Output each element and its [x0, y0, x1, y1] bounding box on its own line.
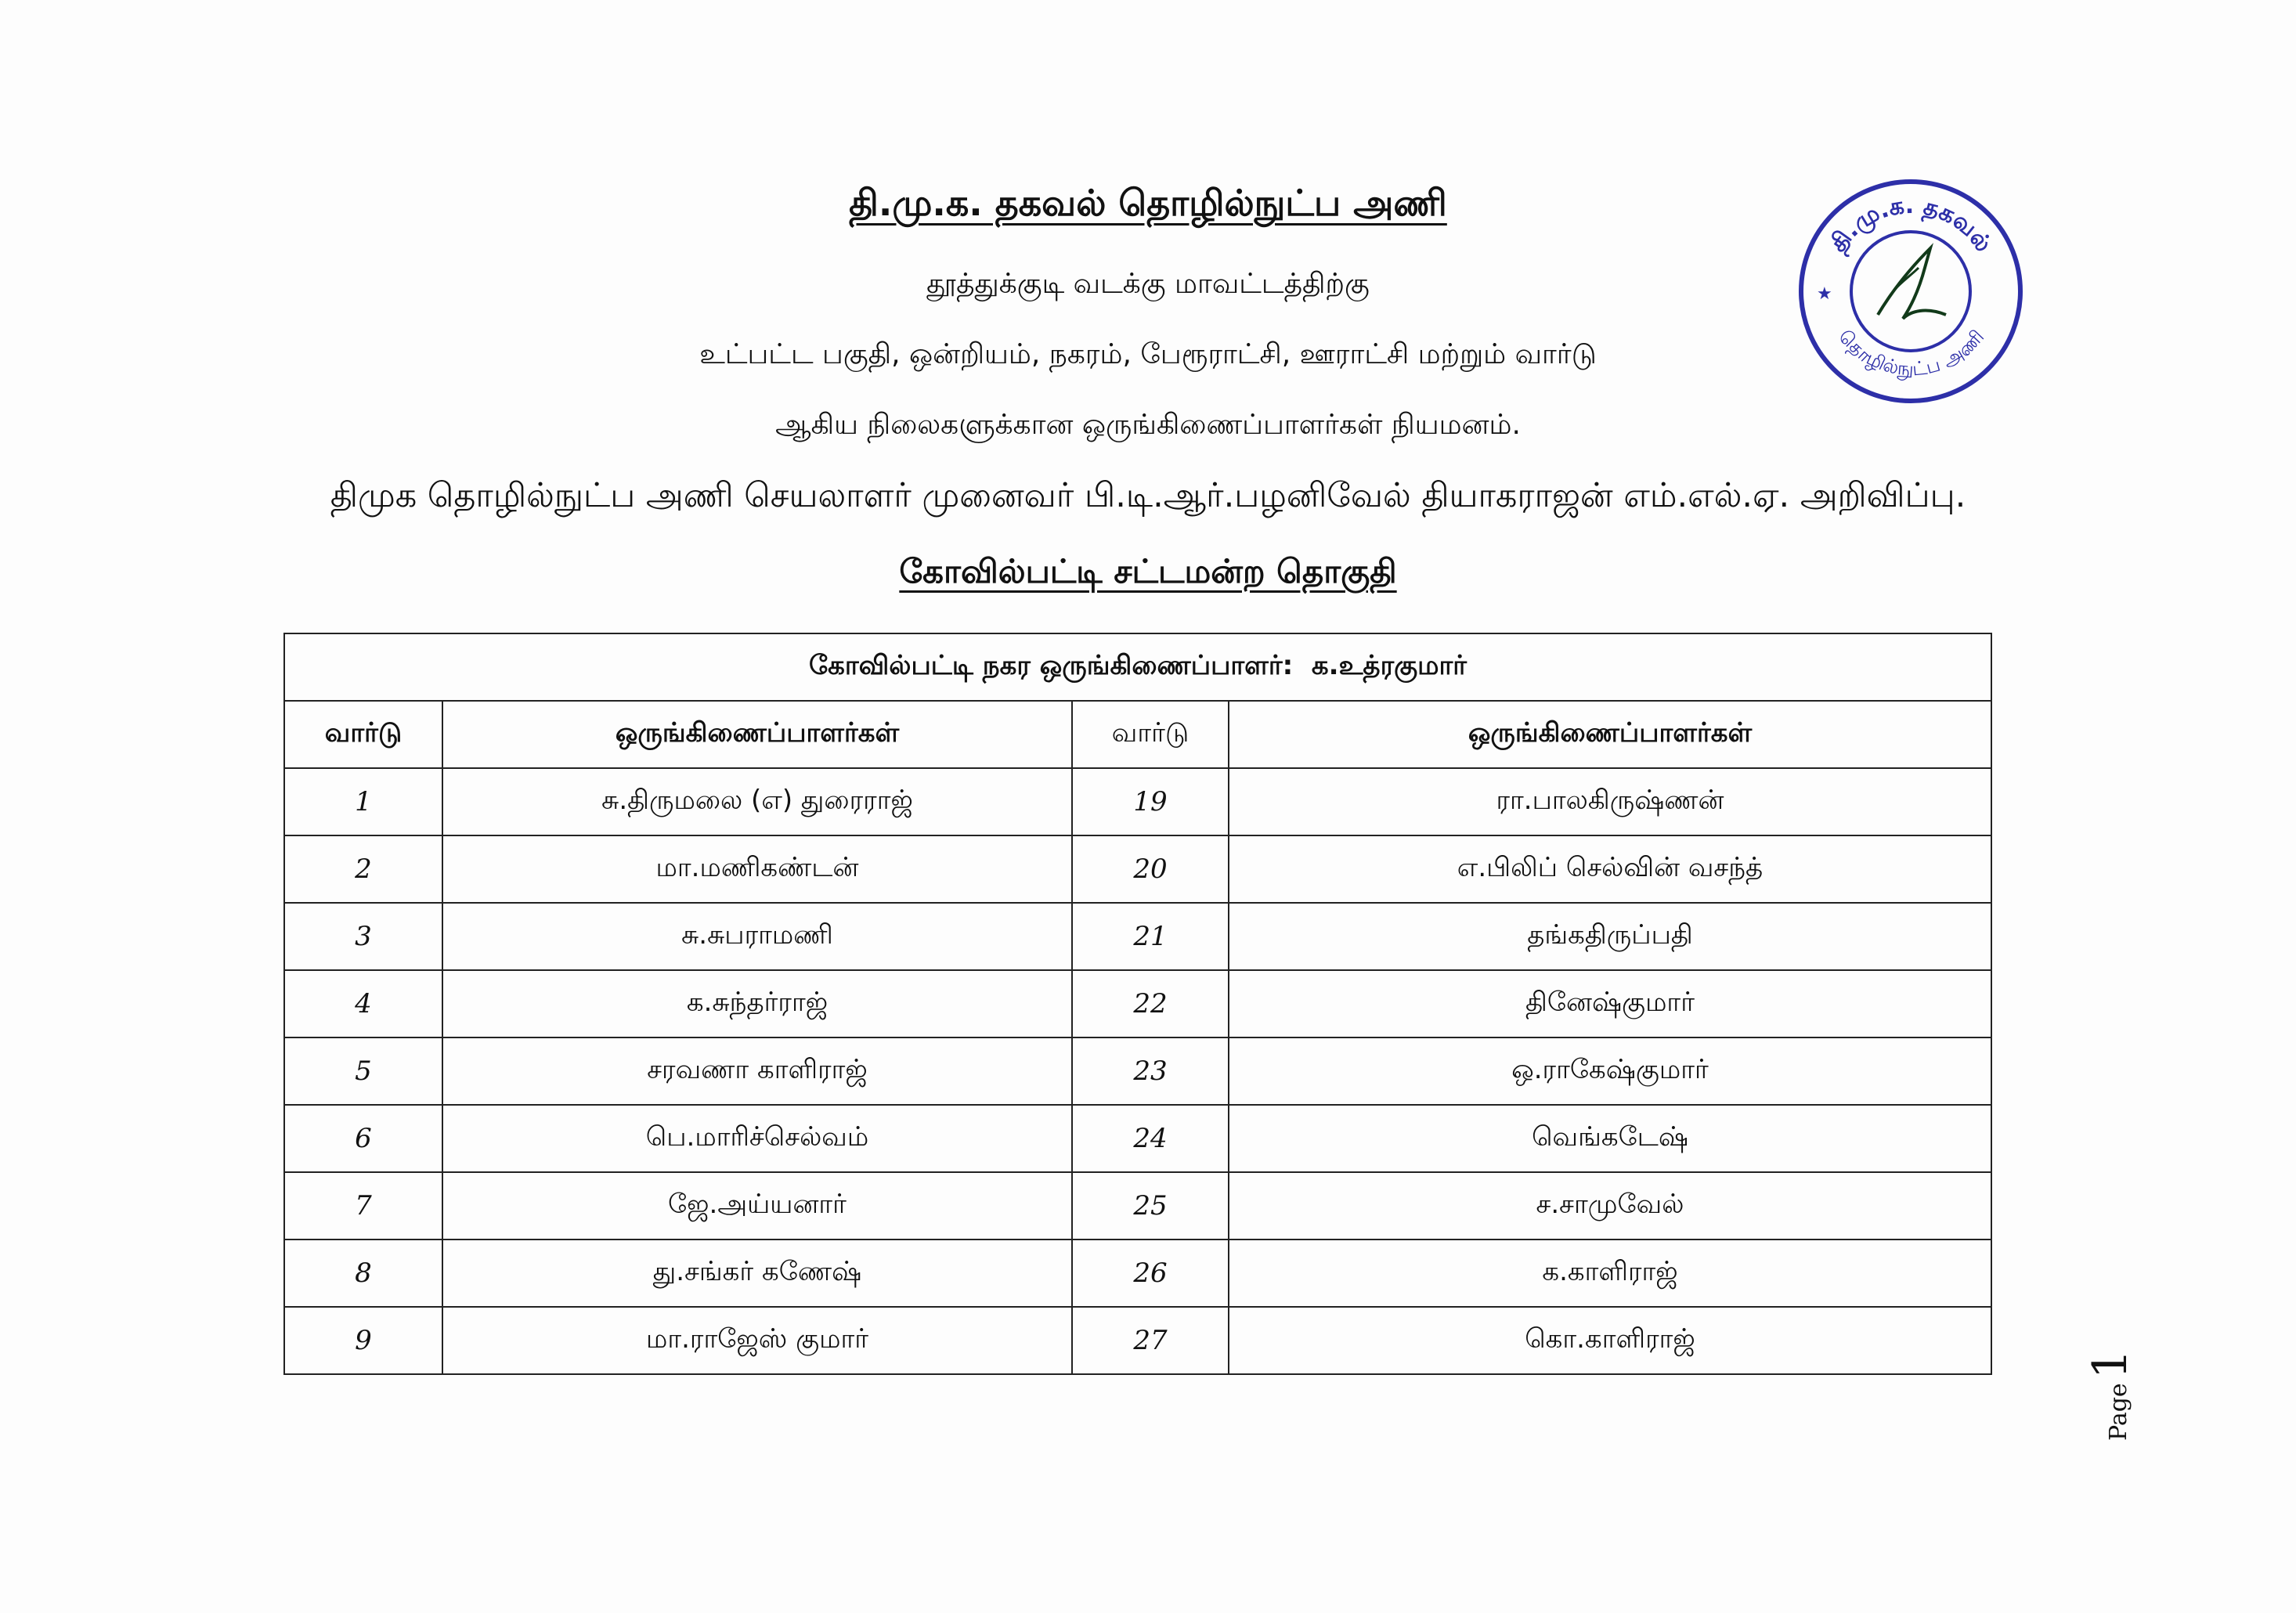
- ward-number: 7: [284, 1172, 442, 1240]
- party-seal-stamp: [1793, 174, 2028, 409]
- coordinator-name: ஒ.ராகேஷ்குமார்: [1229, 1037, 1991, 1105]
- ward-number: 3: [284, 903, 442, 970]
- coordinator-name: தங்கதிருப்பதி: [1229, 903, 1991, 970]
- seal-icon: [1793, 174, 2028, 409]
- ward-number: 21: [1072, 903, 1229, 970]
- announcement-line: திமுக தொழில்நுட்ப அணி செயலாளர் முனைவர் பி.டி.ஆர்.பழனிவேல் தியாகராஜன் எம்.எல்.ஏ. அறிவிப்பு.: [330, 476, 1966, 515]
- table-row: [284, 1240, 1991, 1307]
- coordinator-name: ஜே.அய்யனார்: [442, 1172, 1072, 1240]
- ward-number: 27: [1072, 1307, 1229, 1374]
- subtitle-district: தூத்துக்குடி வடக்கு மாவட்டத்திற்கு: [926, 268, 1370, 300]
- ward-number: 2: [284, 835, 442, 903]
- header-coordinators-2: ஒருங்கிணைப்பாளர்கள்: [1229, 701, 1991, 768]
- seal-star-icon: ★: [1817, 284, 1832, 304]
- town-coordinator-row: [284, 633, 1991, 701]
- coordinator-name: க.சுந்தர்ராஜ்: [442, 970, 1072, 1037]
- constituency-title-text: கோவில்பட்டி சட்டமன்ற தொகுதி: [899, 552, 1397, 590]
- ward-number: 23: [1072, 1037, 1229, 1105]
- ward-number: 22: [1072, 970, 1229, 1037]
- coordinator-name: மா.மணிகண்டன்: [442, 835, 1072, 903]
- ward-number: 6: [284, 1105, 442, 1172]
- coordinators-table: [283, 633, 1992, 1375]
- subtitle-levels: உட்பட்ட பகுதி, ஒன்றியம், நகரம், பேரூராட்சி, ஊராட்சி மற்றும் வார்டு: [699, 338, 1597, 370]
- coordinator-name: மா.ராஜேஸ் குமார்: [442, 1307, 1072, 1374]
- coordinator-name: எ.பிலிப் செல்வின் வசந்த்: [1229, 835, 1991, 903]
- page-number: 1: [2083, 1349, 2138, 1380]
- town-coordinator-label: கோவில்பட்டி நகர ஒருங்கிணைப்பாளர்:: [808, 650, 1294, 681]
- ward-number: 8: [284, 1240, 442, 1307]
- table-row: [284, 768, 1991, 835]
- coordinators-table-container: [283, 633, 1992, 1375]
- ward-number: 25: [1072, 1172, 1229, 1240]
- seal-bottom-text: தொழில்நுட்ப அணி: [1834, 325, 1989, 381]
- ward-number: 24: [1072, 1105, 1229, 1172]
- coordinator-name: சு.திருமலை (எ) துரைராஜ்: [442, 768, 1072, 835]
- town-coordinator-name: க.உத்ரகுமார்: [1311, 650, 1467, 681]
- signature-icon: [1878, 248, 1946, 319]
- coordinator-name: ச.சாமுவேல்: [1229, 1172, 1991, 1240]
- coordinator-name: கொ.காளிராஜ்: [1229, 1307, 1991, 1374]
- table-row: [284, 970, 1991, 1037]
- table-row: [284, 1172, 1991, 1240]
- header-ward-2: வார்டு: [1072, 701, 1229, 768]
- ward-number: 20: [1072, 835, 1229, 903]
- coordinator-name: சு.சுபராமணி: [442, 903, 1072, 970]
- ward-number: 5: [284, 1037, 442, 1105]
- coordinator-name: தினேஷ்குமார்: [1229, 970, 1991, 1037]
- town-coordinator-cell: [284, 633, 1991, 701]
- constituency-title: [0, 552, 2296, 595]
- ward-number: 1: [284, 768, 442, 835]
- table-row: [284, 1307, 1991, 1374]
- coordinator-name: க.காளிராஜ்: [1229, 1240, 1991, 1307]
- table-row: [284, 903, 1991, 970]
- ward-number: 26: [1072, 1240, 1229, 1307]
- header-ward: வார்டு: [284, 701, 442, 768]
- coordinator-name: து.சங்கர் கணேஷ்: [442, 1240, 1072, 1307]
- organization-title-text: தி.மு.க. தகவல் தொழில்நுட்ப அணி: [849, 182, 1447, 224]
- coordinator-name: பெ.மாரிச்செல்வம்: [442, 1105, 1072, 1172]
- page-number-label: [2083, 1349, 2175, 1496]
- table-row: [284, 1037, 1991, 1105]
- header-coordinators: ஒருங்கிணைப்பாளர்கள்: [442, 701, 1072, 768]
- coordinator-name: ரா.பாலகிருஷ்ணன்: [1229, 768, 1991, 835]
- subtitle-appointment: ஆகிய நிலைகளுக்கான ஒருங்கிணைப்பாளர்கள் நியமனம்.: [775, 409, 1521, 441]
- svg-text:தொழில்நுட்ப அணி: [1833, 326, 1988, 381]
- page-word: Page: [2105, 1383, 2132, 1441]
- table-header-row: [284, 701, 1991, 768]
- coordinator-name: சரவணா காளிராஜ்: [442, 1037, 1072, 1105]
- coordinator-name: வெங்கடேஷ்: [1229, 1105, 1991, 1172]
- ward-number: 19: [1072, 768, 1229, 835]
- ward-number: 4: [284, 970, 442, 1037]
- seal-top-text: தி.மு.க. தகவல்: [1824, 191, 1998, 258]
- ward-number: 9: [284, 1307, 442, 1374]
- table-row: [284, 1105, 1991, 1172]
- table-row: [284, 835, 1991, 903]
